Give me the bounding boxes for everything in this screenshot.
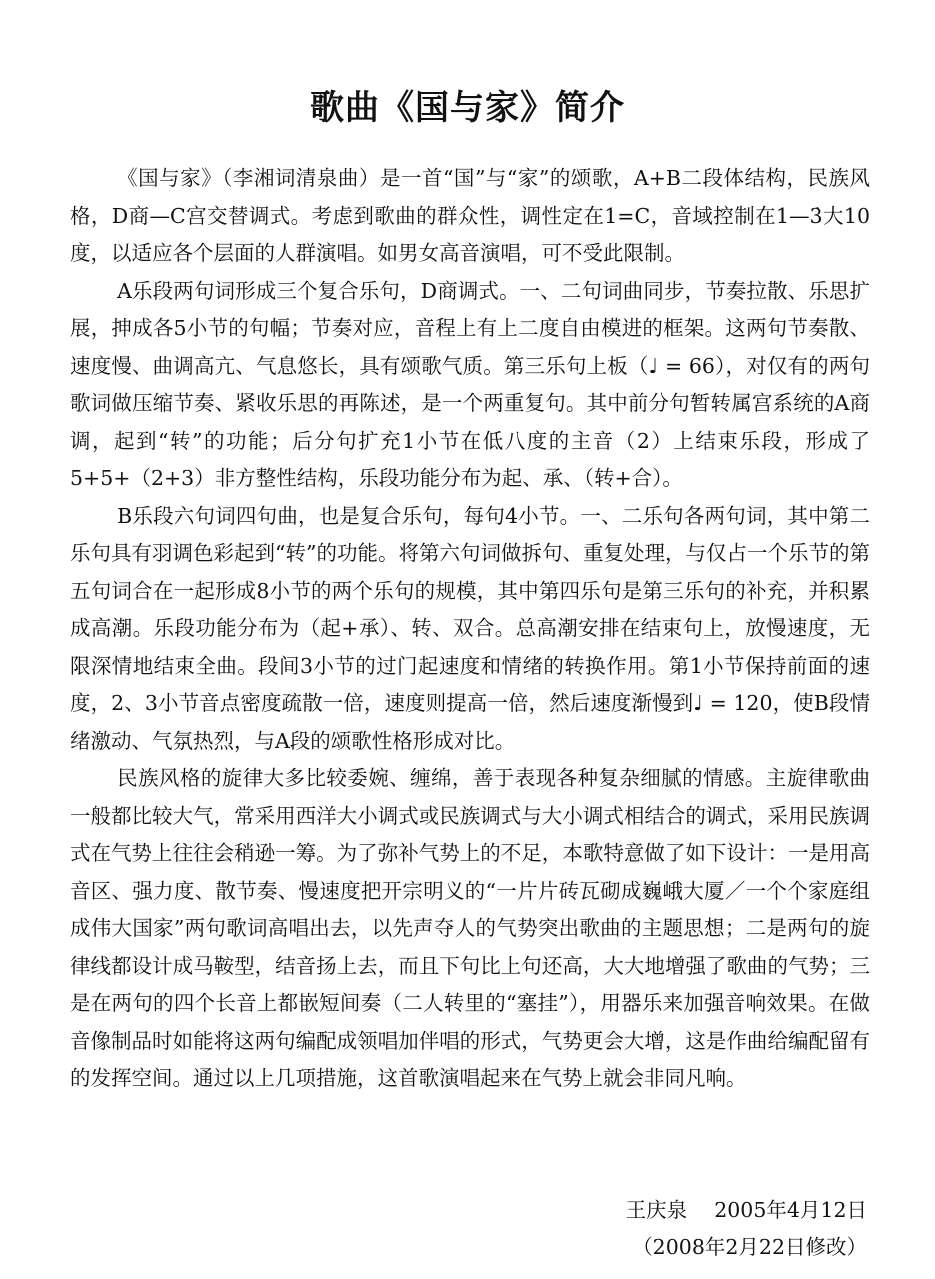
- paragraph-section-a: A乐段两句词形成三个复合乐句，D商调式。一、二句词曲同步，节奏拉散、乐思扩展，抻成各5小节的句幅；节奏对应，音程上有上二度自由模进的框架。这两句节奏散、速度慢、曲调高亢、气息悠长，具有颂歌气质。第三乐句上板（♩ = 66），对仅有的两句歌词做压缩节奏、紧收乐思的再陈述，是一个两重复句。其中前分句暂转属宫系统的A商调，起到“转”的功能；后分句扩充1小节在低八度的主音（2）上结束乐段，形成了5+5+（2+3）非方整性结构，乐段功能分布为起、承、（转+合）。: [70, 278, 870, 490]
- document-title: 歌曲《国与家》简介: [310, 88, 625, 128]
- document-body: [70, 160, 870, 1098]
- signature-block: [626, 1192, 867, 1266]
- paragraph-style: 民族风格的旋律大多比较委婉、缠绵，善于表现各种复杂细腻的情感。主旋律歌曲一般都比较大气，常采用西洋大小调式或民族调式与大小调式相结合的调式，采用民族调式在气势上往往会稍逊一筹。为了弥补气势上的不足，本歌特意做了如下设计：一是用高音区、强力度、散节奏、慢速度把开宗明义的“一片片砖瓦砌成巍峨大厦／一个个家庭组成伟大国家”两句歌词高唱出去，以先声夺人的气势突出歌曲的主题思想；二是两句的旋律线都设计成马鞍型，结音扬上去，而且下句比上句还高，大大地增强了歌曲的气势；三是在两句的四个长音上都嵌短间奏（二人转里的“塞挂”），用器乐来加强音响效果。在做音像制品时如能将这两句编配成领唱加伴唱的形式，气势更会大增，这是作曲给编配留有的发挥空间。通过以上几项措施，这首歌演唱起来在气势上就会非同凡响。: [70, 766, 870, 1090]
- revision-note: （2008年2月22日修改）: [632, 1235, 867, 1259]
- paragraph-section-b: B乐段六句词四句曲，也是复合乐句，每句4小节。一、二乐句各两句词，其中第二乐句具有羽调色彩起到“转”的功能。将第六句词做拆句、重复处理，与仅占一个乐节的第五句词合在一起形成8小节的两个乐句的规模，其中第四乐句是第三乐句的补充，并积累成高潮。乐段功能分布为（起+承）、转、双合。总高潮安排在结束句上，放慢速度，无限深情地结束全曲。段间3小节的过门起速度和情绪的转换作用。第1小节保持前面的速度，2、3小节音点密度疏散一倍，速度则提高一倍，然后速度渐慢到♩ = 120，使B段情绪激动、气氛热烈，与A段的颂歌性格形成对比。: [70, 503, 870, 753]
- paragraph-intro: 《国与家》（李湘词清泉曲）是一首“国”与“家”的颂歌，A+B二段体结构，民族风格，D商—C宫交替调式。考虑到歌曲的群众性，调性定在1=C，音域控制在1—3̇大10度，以适应各个层面的人群演唱。如男女高音演唱，可不受此限制。: [70, 166, 870, 265]
- author-date: 王庆泉 2005年4月12日: [625, 1198, 867, 1222]
